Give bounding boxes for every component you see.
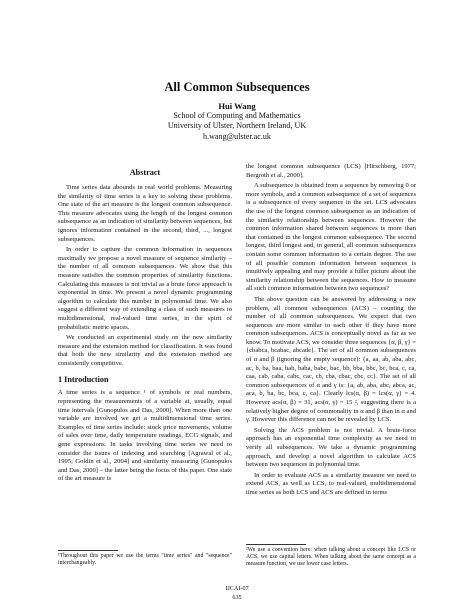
right-paragraph-1: A subsequence is obtained from a sequence by removing 0 or more symbols, and a common subsequence of a set of sequences is a subsequence of every sequence in the set. LCS advocates the use of the longest common subsequence as an indication of the similarity relationship between sequences. However the common information shared between sequences is more than that contained in the longest common subsequence. The second longest, third longest and, in general, all common subsequences contain some common information to a certain degree. The use of all possible common information between sequences is intuitively appealing and may provide a fuller picture about the similarity relationship between the sequences. How to measure all such common information between two sequences?: [246, 182, 416, 293]
paper-title: All Common Subsequences: [164, 80, 310, 94]
author-name: Hui Wang: [218, 101, 256, 111]
footnote-1: ¹Throughout this paper we use the terms "time series" and "sequence" interchangeably.: [58, 553, 232, 567]
affiliation-line-2: University of Ulster, Northern Ireland, UK: [167, 121, 307, 131]
right-paragraph-0: the longest common subsequence (LCS) [Hirschberg, 1977; Bergroth et al., 2000].: [246, 163, 416, 179]
right-paragraph-3: Solving the ACS problem is not trivial. A brute-force approach has an exponential time complexity as we need to verify all subsequences. We take a dynamic programming approach, and develop a novel algorithm to calculate ACS between two sequences in polynomial time.: [246, 426, 416, 469]
footnote-2: ²We use a convention here: when talking about a concept like LCS or ACS, we use capital letters. When talking about the same concept as a measure function, we use lower case letters.: [246, 547, 416, 568]
right-column: [246, 163, 416, 500]
abstract-paragraph-2: In order to capture the common information in sequences maximally we propose a novel measure of sequence similarity – the number of all common subsequences. We show that this measure satisfies the common properties of similarity functions. Calculating this measure is not trivial as a brute force approach is exponential in time. We present a novel dynamic programming algorithm to calculate this number in polynomial time. We also suggest a different way of extending a class of such measures to multidimensional, real-valued time series, in the spirit of probabilistic metric spaces.: [58, 246, 232, 331]
right-paragraph-2: The above question can be answered by addressing a new problem, all common subsequences (ACS) – counting the number of all common subsequences. We expect that two sequences are more similar to each other if they have more common subsequences. ACS is conceptually novel as far as we know. To motivate ACS, we consider three sequences {α, β, γ} = {cbabca, bcabac, abcade}. The set of all common subsequences of α and β (ignoring the empty sequence): {a, aa, ab, aba, abc, ac, b, ba, baa, bab, baba, babc, bac, bb, bba, bbc, bc, bca, c, ca, caa, cab, caba, cabc, cac, cb, cba, cbac, cbc, cc}. The set of all common subsequences of α and γ is: {a, ab, aba, abc, abca, ac, aca, b, ba, bc, bca, c, ca}. Clearly lcs(α, β) = lcs(α, γ) = 4. However acs(α, β) = 31, acs(α, γ) = 15 ², suggesting there is a relatively higher degree of commonality in α and β than in α and γ. However this difference can not be revealed by LCS.: [246, 295, 416, 424]
right-paragraph-4: In order to evaluate ACS as a similarity measure we need to extend ACS, as well as LCS, to real-valued, multidimensional time series as both LCS and ACS are defined in terms: [246, 471, 416, 496]
footnote-divider-right: [246, 544, 306, 545]
affiliation-line-1: School of Computing and Mathematics: [173, 111, 301, 120]
venue-footer: IJCAI-07: [225, 585, 249, 592]
introduction-paragraph-1: A time series is a sequence ¹ of symbols or real numbers, representing the measurements of a variable at, usually, equal time intervals [Gunopulos and Das, 2000]. When more than one variable are involved we get a multidimensional time series. Examples of time series include: stock price movements, volume of sales over time, daily temperature readings, ECG signals, and gene expressions. In tasks involving time series we need to consider the issues of indexing and searching [Agrawal et al., 1995; Goldin et al., 2004] and similarity measuring [Gunopulos and Das, 2000] – the latter being the focus of this paper. One state of the art measure is: [58, 389, 232, 483]
abstract-paragraph-3: We conducted an experimental study on the new similarity measure and the extension method for classification. It was found that both the new similarity and the extension method are consistently competitive.: [58, 334, 232, 367]
abstract-paragraph-1: Time series data abounds in real world problems. Measuring the similarity of time series is a key to solving these problems. One state of the art measure is the longest common subsequence. This measure advocates using the length of the longest common subsequence as an indication of similarity between sequences, but ignores information contained in the second, third, ..., longest subsequences.: [58, 184, 232, 243]
left-column: [58, 168, 232, 486]
footnote-divider-left: [58, 550, 118, 551]
introduction-heading: 1 Introduction: [58, 375, 109, 385]
abstract-heading: Abstract: [129, 168, 161, 177]
page-number: 635: [232, 594, 242, 601]
author-email: h.wang@ulster.ac.uk: [203, 131, 271, 141]
